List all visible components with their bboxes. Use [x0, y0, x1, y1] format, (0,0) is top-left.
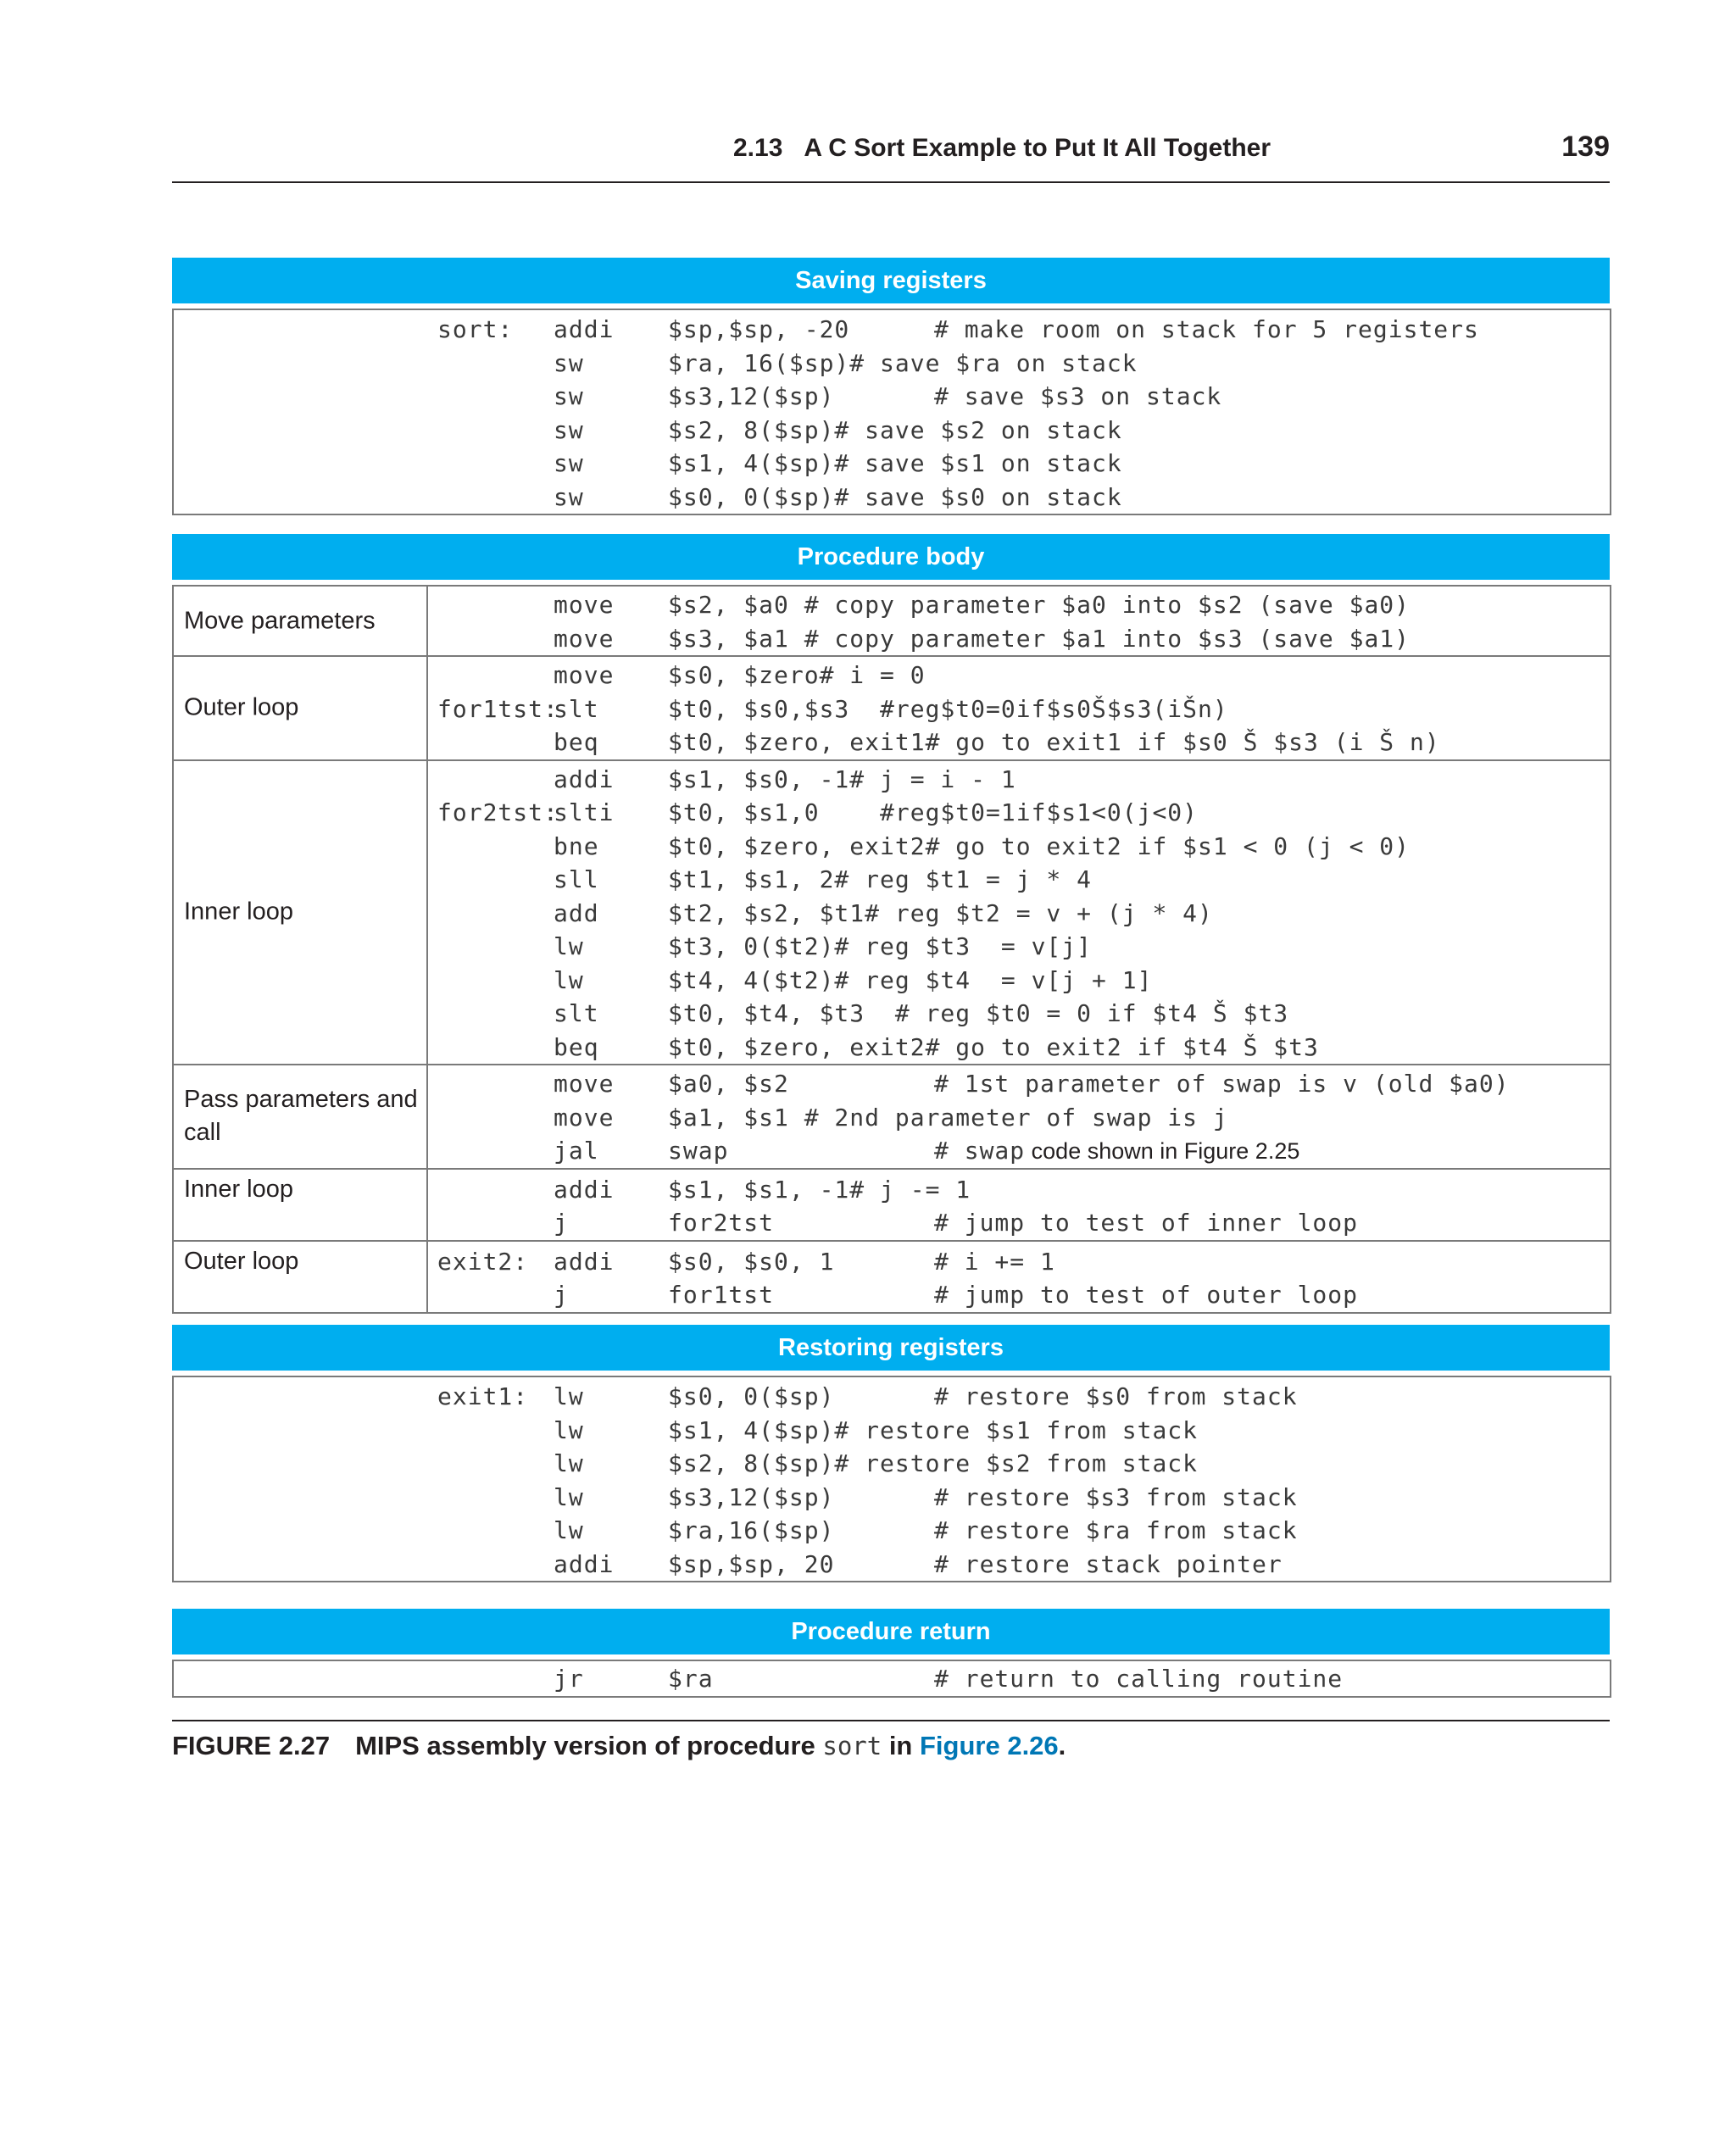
group-label-text: Outer loop — [184, 1247, 299, 1275]
code-comment: # return to calling routine — [934, 1665, 1344, 1693]
code-group — [174, 587, 1610, 655]
code-comment: # make room on stack for 5 registers — [934, 315, 1479, 343]
code-operands: $ra,16($sp) — [668, 1516, 835, 1544]
code-operands: for2tst — [668, 1209, 775, 1237]
code-opcode: lw — [554, 1516, 584, 1544]
running-header — [172, 127, 1610, 183]
code-line — [174, 930, 1610, 964]
code-opcode: lw — [554, 965, 584, 994]
figure-link[interactable]: Figure 2.26 — [919, 1731, 1059, 1760]
code-opcode: jal — [554, 1137, 599, 1165]
procedure-return-box — [172, 1660, 1611, 1698]
caption-text: MIPS assembly version of procedure — [355, 1731, 823, 1760]
code-opcode: slt — [554, 694, 599, 723]
code-comment: # i += 1 — [934, 1247, 1055, 1276]
code-comment: # restore stack pointer — [934, 1549, 1283, 1578]
code-line — [174, 964, 1610, 998]
code-opcode: slt — [554, 999, 599, 1027]
code-opcode: addi — [554, 765, 615, 793]
code-comment — [934, 1134, 1299, 1169]
code-line — [174, 692, 1610, 726]
code-opcode: add — [554, 898, 599, 927]
code-operands: $t0, $zero, exit1# go to exit1 if $s0 Š $s3 (i Š n) — [668, 728, 1440, 756]
code-comment: # save $s3 on stack — [934, 382, 1222, 410]
code-line — [174, 347, 1610, 381]
code-comment: # 1st parameter of swap is v (old $a0) — [934, 1070, 1510, 1098]
code-operands: $s0, $zero# i = 0 — [668, 661, 926, 689]
code-operands: $t3, 0($t2)# reg $t3 = v[j] — [668, 932, 1093, 960]
code-operands: $s3,12($sp) — [668, 382, 835, 410]
code-line — [174, 1514, 1610, 1548]
code-operands: $s1, $s0, -1# j = i - 1 — [668, 765, 1016, 793]
code-operands: for1tst — [668, 1281, 775, 1309]
code-label: exit2: — [437, 1247, 529, 1276]
saving-registers-header: Saving registers — [172, 258, 1610, 303]
caption-code: sort — [822, 1732, 882, 1760]
code-line — [174, 380, 1610, 414]
code-line — [174, 313, 1610, 347]
code-operands: $s1, $s1, -1# j -= 1 — [668, 1175, 971, 1204]
code-block — [174, 1377, 1610, 1581]
code-group — [174, 1064, 1610, 1168]
code-line — [174, 1662, 1610, 1696]
code-line — [174, 1380, 1610, 1414]
code-opcode: sw — [554, 482, 584, 511]
group-label-text: Outer loop — [184, 693, 299, 721]
code-operands: $s2, 8($sp)# restore $s2 from stack — [668, 1449, 1199, 1477]
figure-number: FIGURE 2.27 — [172, 1731, 331, 1760]
code-label: exit1: — [437, 1382, 529, 1410]
code-line — [174, 622, 1610, 656]
code-operands: $t0, $zero, exit2# go to exit2 if $t4 Š $t3 — [668, 1032, 1319, 1061]
code-lines — [174, 588, 1610, 655]
code-operands: swap — [668, 1137, 729, 1165]
code-operands: $s0, 0($sp)# save $s0 on stack — [668, 482, 1122, 511]
code-operands: $t0, $s1,0 #reg$t0=1if$s1<0(j<0) — [668, 798, 1199, 826]
restoring-registers-box — [172, 1376, 1611, 1582]
code-line — [174, 1031, 1610, 1065]
code-line — [174, 659, 1610, 692]
code-line — [174, 414, 1610, 448]
code-group — [174, 1168, 1610, 1240]
code-line — [174, 1173, 1610, 1207]
saving-registers-box — [172, 309, 1611, 515]
group-label-text: Pass parameters and call — [184, 1086, 418, 1147]
code-comment: # jump to test of inner loop — [934, 1209, 1359, 1237]
code-opcode: lw — [554, 1449, 584, 1477]
code-line — [174, 796, 1610, 830]
code-opcode: lw — [554, 932, 584, 960]
code-line — [174, 1548, 1610, 1582]
code-opcode: sll — [554, 865, 599, 893]
code-opcode: sw — [554, 382, 584, 410]
code-line — [174, 447, 1610, 481]
code-opcode: j — [554, 1209, 569, 1237]
code-line — [174, 1067, 1610, 1101]
code-opcode: lw — [554, 1382, 584, 1410]
code-label: sort: — [437, 315, 514, 343]
code-line — [174, 1414, 1610, 1448]
code-opcode: addi — [554, 1549, 615, 1578]
code-operands: $ra — [668, 1665, 714, 1693]
section-title — [733, 134, 1271, 163]
code-comment-text: code shown in Figure 2.25 — [1025, 1138, 1300, 1164]
code-comment: # restore $ra from stack — [934, 1516, 1298, 1544]
code-line — [174, 726, 1610, 759]
code-operands: $ra, 16($sp)# save $ra on stack — [668, 348, 1138, 377]
group-label-text: Move parameters — [184, 607, 376, 634]
code-line — [174, 1447, 1610, 1481]
code-opcode: sw — [554, 449, 584, 477]
code-label: for2tst: — [437, 798, 559, 826]
figure-caption — [172, 1731, 1066, 1761]
code-opcode: bne — [554, 831, 599, 860]
code-line — [174, 1134, 1610, 1168]
code-block — [174, 310, 1610, 514]
code-group — [174, 759, 1610, 1065]
code-operands: $sp,$sp, -20 — [668, 315, 850, 343]
code-opcode: move — [554, 661, 615, 689]
code-lines — [174, 763, 1610, 1065]
code-opcode: jr — [554, 1665, 584, 1693]
code-group — [174, 1240, 1610, 1312]
code-operands: $s0, $s0, 1 — [668, 1247, 835, 1276]
code-line — [174, 830, 1610, 864]
code-lines — [174, 1662, 1610, 1696]
code-lines — [174, 1245, 1610, 1312]
procedure-return-header: Procedure return — [172, 1609, 1610, 1654]
group-label-text: Inner loop — [184, 898, 293, 926]
code-line — [174, 997, 1610, 1031]
code-line — [174, 481, 1610, 514]
code-opcode: addi — [554, 315, 615, 343]
restoring-registers-header: Restoring registers — [172, 1325, 1610, 1371]
code-operands: $t4, 4($t2)# reg $t4 = v[j + 1] — [668, 965, 1153, 994]
code-line — [174, 588, 1610, 622]
code-block — [174, 1661, 1610, 1696]
code-line — [174, 1245, 1610, 1279]
code-lines — [174, 313, 1610, 514]
code-opcode: move — [554, 591, 615, 619]
code-operands: $s3, $a1 # copy parameter $a1 into $s3 (save $a1) — [668, 624, 1410, 653]
code-lines — [174, 1173, 1610, 1240]
caption-text-end: . — [1058, 1731, 1066, 1760]
code-opcode: sw — [554, 348, 584, 377]
code-lines — [174, 1067, 1610, 1168]
code-lines — [174, 1380, 1610, 1581]
code-opcode: lw — [554, 1415, 584, 1444]
code-operands: $t1, $s1, 2# reg $t1 = j * 4 — [668, 865, 1093, 893]
code-operands: $a1, $s1 # 2nd parameter of swap is j — [668, 1103, 1228, 1132]
section-number: 2.13 — [733, 134, 783, 162]
code-line — [174, 1206, 1610, 1240]
procedure-body-header: Procedure body — [172, 534, 1610, 580]
code-operands: $s1, 4($sp)# save $s1 on stack — [668, 449, 1122, 477]
code-operands: $a0, $s2 — [668, 1070, 789, 1098]
code-line — [174, 897, 1610, 931]
code-comment: # jump to test of outer loop — [934, 1281, 1359, 1309]
section-name: A C Sort Example to Put It All Together — [804, 134, 1271, 162]
code-opcode: j — [554, 1281, 569, 1309]
code-opcode: beq — [554, 728, 599, 756]
code-operands: $s2, $a0 # copy parameter $a0 into $s2 (save $a0) — [668, 591, 1410, 619]
code-line — [174, 863, 1610, 897]
code-label: for1tst: — [437, 694, 559, 723]
code-opcode: move — [554, 1103, 615, 1132]
code-operands: $s2, 8($sp)# save $s2 on stack — [668, 415, 1122, 444]
code-operands: $t0, $s0,$s3 #reg$t0=0if$s0Š$s3(iŠn) — [668, 694, 1228, 723]
caption-rule — [172, 1720, 1610, 1721]
code-operands: $t2, $s2, $t1# reg $t2 = v + (j * 4) — [668, 898, 1213, 927]
code-operands: $s3,12($sp) — [668, 1482, 835, 1511]
code-operands: $t0, $zero, exit2# go to exit2 if $s1 < 0 (j < 0) — [668, 831, 1410, 860]
procedure-body-box — [172, 585, 1611, 1314]
code-operands: $t0, $t4, $t3 # reg $t0 = 0 if $t4 Š $t3 — [668, 999, 1289, 1027]
code-opcode: move — [554, 1070, 615, 1098]
code-comment: # restore $s3 from stack — [934, 1482, 1298, 1511]
code-opcode: beq — [554, 1032, 599, 1061]
group-label-text: Inner loop — [184, 1175, 293, 1203]
code-opcode: move — [554, 624, 615, 653]
code-line — [174, 1101, 1610, 1135]
code-opcode: addi — [554, 1175, 615, 1204]
code-line — [174, 763, 1610, 797]
code-opcode: addi — [554, 1247, 615, 1276]
code-lines — [174, 659, 1610, 759]
code-line — [174, 1481, 1610, 1515]
code-opcode: sw — [554, 415, 584, 444]
code-operands: $s0, 0($sp) — [668, 1382, 835, 1410]
code-comment: # restore $s0 from stack — [934, 1382, 1298, 1410]
code-operands: $sp,$sp, 20 — [668, 1549, 835, 1578]
page-number: 139 — [1561, 131, 1610, 163]
code-opcode: lw — [554, 1482, 584, 1511]
code-comment-symbol: # swap — [934, 1137, 1026, 1165]
code-line — [174, 1278, 1610, 1312]
code-operands: $s1, 4($sp)# restore $s1 from stack — [668, 1415, 1199, 1444]
caption-text-middle: in — [882, 1731, 920, 1760]
code-opcode: slti — [554, 798, 615, 826]
code-group — [174, 655, 1610, 759]
